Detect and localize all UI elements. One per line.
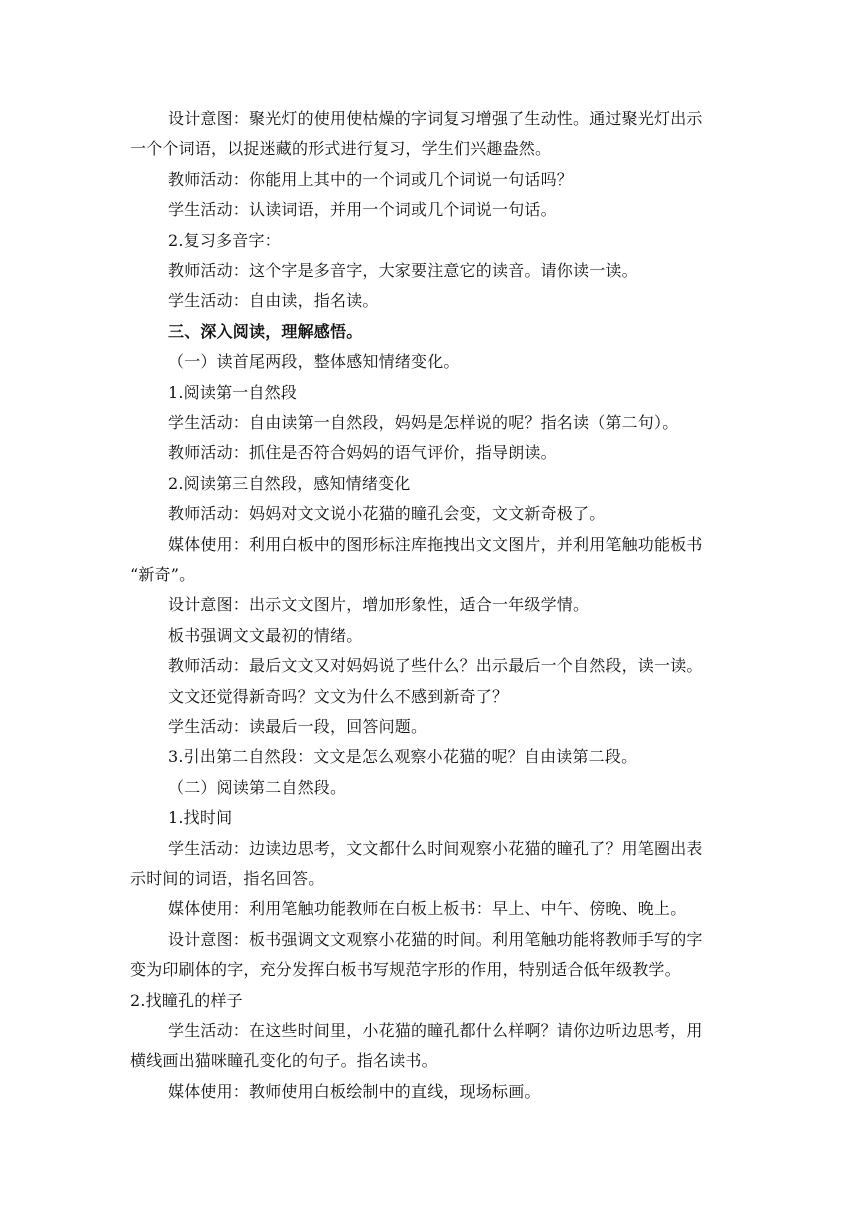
paragraph-line: 横线画出猫咪瞳孔变化的句子。指名读书。 bbox=[130, 1051, 438, 1070]
section-heading: 三、深入阅读，理解感悟。 bbox=[168, 322, 363, 341]
paragraph-line: 设计意图：聚光灯的使用使枯燥的字词复习增强了生动性。通过聚光灯出示 bbox=[168, 109, 703, 128]
subsection-heading: （一）读首尾两段，整体感知情绪变化。 bbox=[168, 352, 460, 371]
paragraph-line: 变为印刷体的字，充分发挥白板书写规范字形的作用，特别适合低年级教学。 bbox=[130, 960, 681, 979]
paragraph-line: 媒体使用：利用笔触功能教师在白板上板书：早上、中午、傍晚、晚上。 bbox=[168, 899, 687, 918]
paragraph-line: 文文还觉得新奇吗？文文为什么不感到新奇了？ bbox=[168, 687, 509, 706]
paragraph-line: 媒体使用：教师使用白板绘制中的直线，现场标画。 bbox=[168, 1082, 541, 1101]
paragraph-line: 教师活动：妈妈对文文说小花猫的瞳孔会变，文文新奇极了。 bbox=[168, 504, 606, 523]
paragraph-line: 示时间的词语，指名回答。 bbox=[130, 869, 325, 888]
paragraph-line: 2.阅读第三自然段，感知情绪变化 bbox=[168, 474, 411, 493]
paragraph-line: 设计意图：出示文文图片，增加形象性，适合一年级学情。 bbox=[168, 595, 590, 614]
paragraph-line: 设计意图：板书强调文文观察小花猫的时间。利用笔触功能将教师手写的字 bbox=[168, 930, 703, 949]
subsection-heading: （二）阅读第二自然段。 bbox=[168, 778, 347, 797]
paragraph-line: 媒体使用：利用白板中的图形标注库拖拽出文文图片，并利用笔触功能板书 bbox=[168, 535, 703, 554]
paragraph-line: 学生活动：读最后一段，回答问题。 bbox=[168, 717, 428, 736]
paragraph-line: 学生活动：认读词语，并用一个词或几个词说一句话。 bbox=[168, 200, 557, 219]
paragraph-line: 2.找瞳孔的样子 bbox=[130, 991, 243, 1010]
paragraph-line: 教师活动：抓住是否符合妈妈的语气评价，指导朗读。 bbox=[168, 443, 557, 462]
paragraph-line: 教师活动：你能用上其中的一个词或几个词说一句话吗？ bbox=[168, 170, 574, 189]
paragraph-line: 学生活动：边读边思考，文文都什么时间观察小花猫的瞳孔了？用笔圈出表 bbox=[168, 839, 703, 858]
paragraph-line: 学生活动：在这些时间里，小花猫的瞳孔都什么样啊？请你边听边思考，用 bbox=[168, 1021, 703, 1040]
paragraph-line: “新奇”。 bbox=[130, 565, 196, 584]
paragraph-line: 学生活动：自由读，指名读。 bbox=[168, 291, 379, 310]
paragraph-line: 板书强调文文最初的情绪。 bbox=[168, 626, 363, 645]
paragraph-line: 1.阅读第一自然段 bbox=[168, 383, 298, 402]
paragraph-line: 学生活动：自由读第一自然段，妈妈是怎样说的呢？指名读（第二句）。 bbox=[168, 413, 679, 432]
paragraph-line: 2.复习多音字： bbox=[168, 231, 281, 250]
paragraph-line: 1.找时间 bbox=[168, 808, 233, 827]
paragraph-line: 3.引出第二自然段：文文是怎么观察小花猫的呢？自由读第二段。 bbox=[168, 747, 638, 766]
paragraph-line: 一个个词语，以捉迷藏的形式进行复习，学生们兴趣盎然。 bbox=[130, 139, 552, 158]
paragraph-line: 教师活动：这个字是多音字，大家要注意它的读音。请你读一读。 bbox=[168, 261, 638, 280]
paragraph-line: 教师活动：最后文文又对妈妈说了些什么？出示最后一个自然段，读一读。 bbox=[168, 656, 703, 675]
